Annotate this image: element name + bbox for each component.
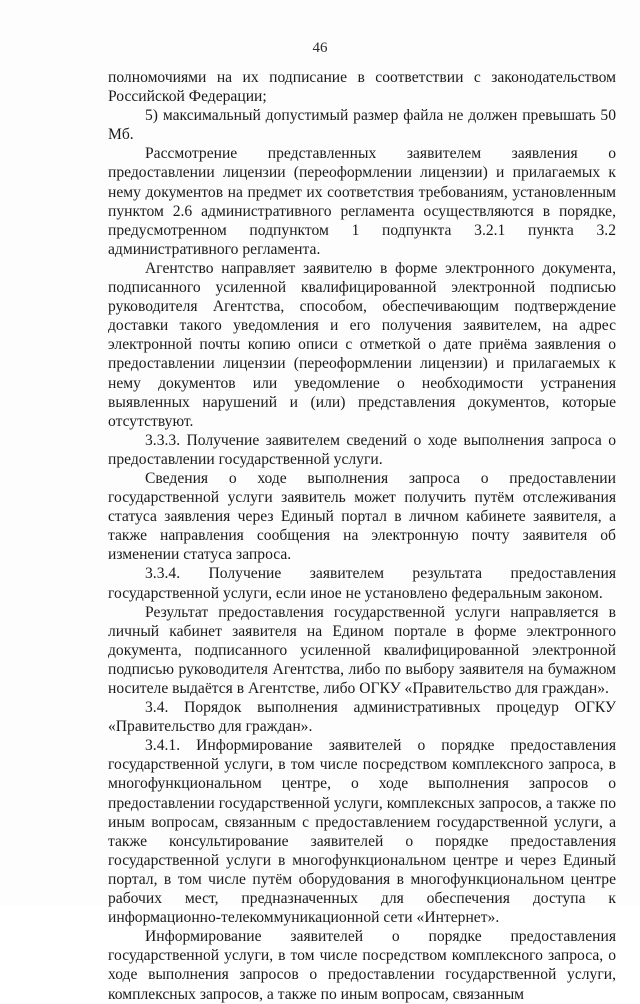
paragraph-status-info: Сведения о ходе выполнения запроса о предоставлении государственной услуги заявитель может получить путём отслеживания статуса заявления через Единый портал в личном кабинете заявителя, а также направления сообщения на электронную почту заявителя об изменении статуса запроса. <box>108 469 616 564</box>
page-number: 46 <box>312 40 328 56</box>
paragraph-3-3-3: 3.3.3. Получение заявителем сведений о ходе выполнения запроса о предоставлении государственной услуги. <box>108 431 616 468</box>
paragraph-file-size: 5) максимальный допустимый размер файла не должен превышать 50 Мб. <box>108 107 616 144</box>
paragraph-agency-notice: Агентство направляет заявителю в форме электронного документа, подписанного усиленной квалифицированной электронной подписью руководителя Агентства, способом, обеспечивающим подтверждение доставки такого уведомления и его получения заявителем, на адрес электронной почты копию описи с отметкой о дате приёма заявления о предоставлении лицензии (переоформлении лицензии) и прилагаемых к нему документов или уведомление о необходимости устранения выявленных нарушений и (или) представления документов, которые отсутствуют. <box>108 259 616 430</box>
paragraph-result: Результат предоставления государственной услуги направляется в личный кабинет заявителя на Едином портале в форме электронного документа, подписанного усиленной квалифицированной электронной подписью руководителя Агентства, либо по выбору заявителя на бумажном носителе выдаётся в Агентстве, либо ОГКУ «Правительство для граждан». <box>108 603 616 697</box>
paragraph-review: Рассмотрение представленных заявителем заявления о предоставлении лицензии (переоформлении лицензии) и прилагаемых к нему документов на предмет их соответствия требованиям, установленным пунктом 2.6 административного регламента осуществляются в порядке, предусмотренном подпунктом 1 подпункта 3.2.1 пункта 3.2 административного регламента. <box>108 145 616 258</box>
paragraph-3-4-1: 3.4.1. Информирование заявителей о порядке предоставления государственной услуги, в том числе посредством комплексного запроса, в многофункциональном центре, о ходе выполнения запросов о предоставлении государственной услуги, комплексных запросов, а также по иным вопросам, связанным с предоставлением государственной услуги, а также консультирование заявителей о порядке предоставления государственной услуги в многофункциональном центре и через Единый портал, в том числе путём оборудования в многофункциональном центре рабочих мест, предназначенных для обеспечения доступа к информационно-телекоммуникационной сети «Интернет». <box>108 737 616 927</box>
paragraph-3-4: 3.4. Порядок выполнения административных процедур ОГКУ «Правительство для граждан». <box>108 699 616 736</box>
paragraph-informing: Информирование заявителей о порядке предоставления государственной услуги, в том числе посредством комплексного запроса, о ходе выполнения запросов о предоставлении государственной услуги, комплексных запросов, а также по иным вопросам, связанным <box>108 928 616 1003</box>
paragraph-3-3-4: 3.3.4. Получение заявителем результата предоставления государственной услуги, если иное не установлено федеральным законом. <box>108 565 616 602</box>
paragraph-continuation: полномочиями на их подписание в соответствии с законодательством Российской Федерации; <box>108 69 616 106</box>
document-body <box>108 68 616 1004</box>
